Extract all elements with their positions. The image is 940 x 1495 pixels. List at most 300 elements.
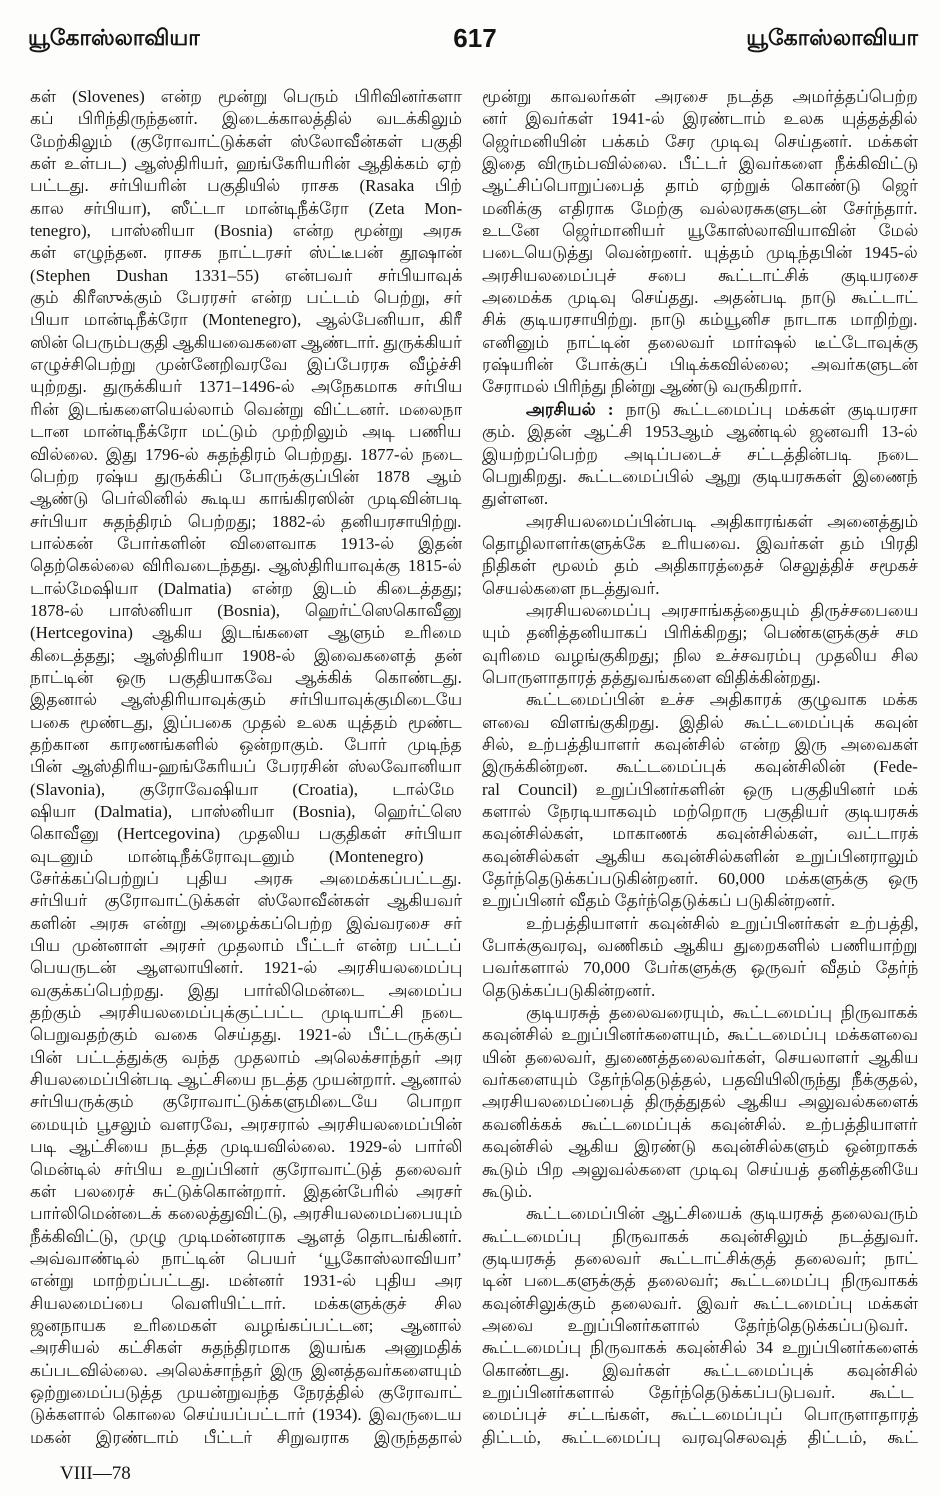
text-line <box>30 265 462 287</box>
text-line <box>30 1382 462 1404</box>
line-text: பால்கன் போர்களின் விளைவாக 1913-ல் இதன் <box>30 533 462 553</box>
line-text: கவுன்சில் உறுப்பினர்களையும், கூட்டமைப்பு மக்களவை <box>482 1025 918 1045</box>
text-line <box>30 801 462 823</box>
text-line <box>482 689 918 711</box>
text-line <box>30 600 462 622</box>
text-line <box>482 376 918 398</box>
text-line <box>30 1360 462 1382</box>
text-line <box>30 913 462 935</box>
text-line <box>30 689 462 711</box>
text-line <box>482 1136 918 1158</box>
text-line <box>30 868 462 890</box>
line-content <box>482 823 918 845</box>
line-text: கூட்டமைப்பின் உச்ச அதிகாரக் குழுவாக மக்க <box>526 690 918 710</box>
line-content <box>482 309 918 331</box>
line-text: குடியரசுத் தலைவரையும், கூட்டமைப்பு நிருவாகக் <box>526 1003 918 1023</box>
text-line <box>482 511 918 533</box>
line-content <box>482 175 918 197</box>
line-content <box>30 1159 462 1181</box>
line-text: தற்கான காரணங்களில் ஒன்றாகும். போர் முடிந்த <box>30 734 462 754</box>
line-text: டான மான்டிநீக்ரோ மட்டும் முற்றிலும் அடி பணிய <box>30 422 462 442</box>
line-text: கால சர்பியா), ஸீட்டா மான்டிநீக்ரோ (Zeta Mon- <box>30 198 462 218</box>
text-line <box>30 555 462 577</box>
line-content <box>482 1315 908 1337</box>
line-text: பின் பட்டத்துக்கு வந்த முதலாம் அலெக்சாந்தர் அர <box>30 1047 462 1067</box>
text-line <box>482 622 918 644</box>
line-text: சிக் குடியரசாயிற்று. நாடு கம்யூனிச நாடாக மாறிற்று. <box>482 310 918 330</box>
running-head-right: யூகோஸ்லாவியா <box>746 26 918 51</box>
text-line <box>30 287 462 309</box>
line-content <box>482 1024 918 1046</box>
line-text: கூட்டமைப்பு நிருவாகக் கவுன்சிலும் நடத்துவர். <box>482 1226 918 1246</box>
text-line <box>482 1315 918 1337</box>
text-line <box>482 421 918 443</box>
line-text: கவுன்சிலுக்கும் தலைவர். இவர் கூட்டமைப்பு மக்கள் <box>482 1293 918 1313</box>
text-line <box>482 287 918 309</box>
line-content <box>30 1293 462 1315</box>
text-line <box>482 444 918 466</box>
line-text: கள் உள்பட) ஆஸ்திரியர், ஹங்கேரியரின் ஆதிக்கம் ஏற் <box>30 154 462 174</box>
line-text: தெடுக்கப்படுகின்றனர். <box>482 980 656 1000</box>
line-text: சர்பியா சுதந்திரம் பெற்றது; 1882-ல் தனியரசாயிற்று. <box>30 511 462 531</box>
paragraph <box>482 1203 918 1449</box>
text-line <box>482 1404 918 1426</box>
line-content <box>30 1226 462 1248</box>
line-content <box>482 86 918 108</box>
line-text: நிதிகள் மூலம் தம் அதிகாரத்தைச் செலுத்திச் சமூகச் <box>482 556 918 576</box>
line-content <box>30 801 462 823</box>
paragraph <box>482 913 918 1002</box>
line-content <box>482 1427 918 1449</box>
line-text: பெற்ற ரஷ்ய துருக்கிப் போருக்குப்பின் 1878 ஆம் <box>30 466 462 486</box>
text-line <box>482 533 918 555</box>
line-text: அவ்வாண்டில் நாட்டின் பெயர் ‘யூகோஸ்லாவியா’ <box>30 1248 462 1268</box>
paragraph <box>482 689 918 912</box>
line-content <box>30 242 462 264</box>
line-text: நீக்கிவிட்டு, முழு முடிமன்னராக ஆளத் தொடங்கினர். <box>30 1226 462 1246</box>
text-line <box>30 220 462 242</box>
line-text: கவுன்சில்கள் ஆகிய கவுன்சில்களின் உறுப்பினராலும் <box>482 846 918 866</box>
line-text: டால்மேஷியா (Dalmatia) என்ற இடம் கிடைத்தது; <box>30 578 462 598</box>
paragraph <box>30 86 462 1449</box>
line-content <box>482 1270 918 1292</box>
text-line <box>482 1293 918 1315</box>
line-text: கவுன்சில்கள், மாகாணக் கவுன்சில்கள், வட்டாரக் <box>482 824 918 844</box>
line-text: கள் (Slovenes) என்ற மூன்று பெரும் பிரிவினர்களா <box>30 87 462 106</box>
line-content <box>30 957 462 979</box>
line-content <box>30 309 462 331</box>
text-line <box>30 1427 462 1449</box>
line-text: (Stephen Dushan 1331–55) என்பவர் சர்பியாவுக் <box>30 265 462 285</box>
text-line <box>30 1248 462 1270</box>
line-content <box>482 354 918 376</box>
line-text: கும் கிரீஸுக்கும் பேரரசர் என்ற பட்டம் பெற்று, சர் <box>30 288 462 308</box>
line-text: அமைக்க முடிவு செய்தது. அதன்படி நாடு கூட்டாட் <box>482 288 918 308</box>
line-content <box>482 957 918 979</box>
line-text: பார்லிமென்டைக் கலைத்துவிட்டு, அரசியலமைப்பையும் <box>30 1204 462 1224</box>
line-text: கள் எழுந்தன. ராசக நாட்டரசர் ஸ்ட்டீபன் தூஷான் <box>30 243 462 263</box>
line-content <box>482 890 835 912</box>
line-content <box>30 175 462 197</box>
line-content <box>30 1427 462 1449</box>
line-content <box>30 868 462 890</box>
text-line <box>482 1181 918 1203</box>
text-line <box>482 1337 918 1359</box>
text-line <box>30 734 462 756</box>
text-line <box>30 1337 462 1359</box>
line-text: சியலமைப்பின்படி ஆட்சியை நடத்த முயன்றார். ஆனால் <box>30 1070 462 1090</box>
paragraph <box>482 86 918 399</box>
text-line <box>30 131 462 153</box>
line-text: களால் நேரடியாகவும் மற்றொரு பகுதியர் குடியரசுக் <box>482 802 918 821</box>
line-text: 1878-ல் பாஸ்னியா (Bosnia), ஹெர்ட்ஸெகொவீனு <box>30 600 462 620</box>
line-text: மென்டில் சர்பிய உறுப்பினர் குரோவாட்டுத் தலைவர் <box>30 1159 462 1179</box>
line-content <box>30 1270 462 1292</box>
line-text: சில், உற்பத்தியாளர் கவுன்சில் என்ற இரு அவைகள் <box>482 734 918 754</box>
line-content <box>30 1002 462 1024</box>
text-line <box>30 645 462 667</box>
line-text: இதை விரும்பவில்லை. பீட்டர் இவர்களை நீக்கிவிட்டு <box>482 154 918 174</box>
line-text: டுக்களால் கொலை செய்யப்பட்டார் (1934). இவருடைய <box>30 1405 462 1425</box>
line-content <box>482 1159 918 1181</box>
line-content <box>526 689 918 711</box>
text-line <box>482 1248 918 1270</box>
line-content <box>482 801 918 823</box>
line-content <box>30 578 462 600</box>
line-text: பவர்களால் 70,000 பேர்களுக்கு ஒருவர் வீதம் தேர்ந் <box>482 958 918 978</box>
text-line <box>30 890 462 912</box>
line-content <box>30 108 462 130</box>
line-text: வகுக்கப்பெற்றது. இது பார்லிமென்டை அமைப்ப <box>30 980 462 1000</box>
line-text: எனினும் நாட்டின் தலைவர் மார்ஷல் டீட்டோவுக்கு <box>482 332 918 352</box>
line-content <box>30 153 462 175</box>
line-content <box>30 444 462 466</box>
line-text: மையும் பூசலும் வளரவே, அரசரால் அரசியலமைப்பின் <box>30 1114 462 1134</box>
text-line <box>482 488 918 510</box>
line-text: கவுன்சில் ஆகிய இரண்டு கவுன்சில்களும் ஒன்றாகக் <box>482 1137 918 1157</box>
text-line <box>482 1047 918 1069</box>
line-text: யின் தலைவர், துணைத்தலைவர்கள், செயலாளர் ஆகிய <box>482 1047 918 1067</box>
text-line <box>482 131 918 153</box>
text-line <box>30 667 462 689</box>
line-text: என்று மாற்றப்பட்டது. மன்னர் 1931-ல் புதிய அர <box>30 1271 462 1291</box>
line-content <box>30 399 462 421</box>
text-line <box>30 444 462 466</box>
line-text: ரின் இடங்களையெல்லாம் வென்று விட்டனர். மலைநா <box>30 399 462 419</box>
line-content <box>482 1226 918 1248</box>
line-content <box>482 533 918 555</box>
text-line <box>30 533 462 555</box>
right-column <box>482 86 918 1449</box>
line-text: பட்டது. சர்பியரின் பகுதியில் ராசக (Rasaka பிற் <box>30 176 462 196</box>
paragraph <box>482 600 918 689</box>
paragraph <box>482 1002 918 1203</box>
text-line <box>482 555 918 577</box>
line-content <box>30 86 462 108</box>
line-content <box>30 198 462 220</box>
line-content <box>482 868 918 890</box>
text-line <box>30 354 462 376</box>
line-content <box>482 265 918 287</box>
text-line <box>482 600 918 622</box>
line-text: னர் இவர்கள் 1941-ல் இரண்டாம் உலக யுத்தத்தில் <box>482 109 918 129</box>
text-line <box>30 1114 462 1136</box>
line-text: ஜெர்மனியின் பக்கம் சேர முடிவு செய்தனர். மக்கள் <box>482 131 918 151</box>
text-line <box>30 1293 462 1315</box>
line-text: பிய முன்னாள் அரசர் முதலாம் பீட்டர் என்ற பட்டப் <box>30 936 462 956</box>
line-content <box>30 1360 462 1382</box>
text-line <box>30 399 462 421</box>
line-content <box>30 1091 462 1113</box>
line-text: கப் பிரிந்திருந்தனர். இடைக்காலத்தில் வடக்கிலும் <box>30 109 462 129</box>
text-line <box>482 1270 918 1292</box>
text-line <box>482 198 918 220</box>
text-line <box>482 1002 918 1024</box>
text-line <box>30 1002 462 1024</box>
line-text: கொவீனு (Hertcegovina) முதலிய பகுதிகள் சர்பியா <box>30 824 462 844</box>
line-text: வர்களையும் தேர்ந்தெடுத்தல், பதவியிலிருந்து நீக்குதல், <box>482 1070 918 1090</box>
line-content <box>482 846 918 868</box>
line-content <box>30 1136 462 1158</box>
text-line <box>482 980 918 1002</box>
text-line <box>30 175 462 197</box>
line-content <box>30 980 462 1002</box>
text-line <box>30 1136 462 1158</box>
line-content <box>30 913 462 935</box>
section-heading: அரசியல் : <box>526 399 614 419</box>
line-content <box>482 578 660 600</box>
line-content <box>30 1114 462 1136</box>
line-content <box>30 466 462 488</box>
line-content <box>482 153 918 175</box>
line-content <box>482 198 918 220</box>
line-text: பெயருடன் ஆளலாயினர். 1921-ல் அரசியலமைப்பு <box>30 958 462 978</box>
line-text: எழுச்சிபெற்று முன்னேறிவரவே இப்பேரரசு வீழ்ச்சி <box>30 355 462 375</box>
text-line <box>30 980 462 1002</box>
line-content <box>482 466 918 488</box>
line-text: கும். இதன் ஆட்சி 1953ஆம் ஆண்டில் ஜனவரி 13-ல் <box>482 422 918 442</box>
line-text: மேற்கிலும் (குரோவாட்டுக்கள் ஸ்லோவீன்கள் பகுதி <box>30 131 462 151</box>
line-content <box>30 1315 462 1337</box>
text-line <box>30 511 462 533</box>
line-content <box>482 488 548 510</box>
text-line <box>482 332 918 354</box>
line-text: படையெடுத்து வென்றனர். யுத்தம் முடிந்தபின் 1945-ல் <box>482 243 918 263</box>
line-text: கூடும். <box>482 1181 533 1201</box>
text-line <box>30 1315 462 1337</box>
line-text: ஆண்டு பெர்லினில் கூடிய காங்கிரஸின் முடிவின்படி <box>30 489 462 509</box>
text-line <box>30 846 462 868</box>
line-content <box>482 1248 918 1270</box>
text-line <box>30 823 462 845</box>
line-text: ஒற்றுமைப்படுத்த முயன்றுவந்த நேரத்தில் குரோவாட் <box>30 1382 462 1402</box>
text-line <box>482 242 918 264</box>
line-content <box>30 1382 462 1404</box>
text-line <box>30 1270 462 1292</box>
line-content <box>30 935 462 957</box>
line-text: பெறுவதற்கும் வகை செய்தது. 1921-ல் பீட்டருக்குப் <box>30 1025 462 1045</box>
text-line <box>482 354 918 376</box>
line-text: அரசியலமைப்பின்படி அதிகாரங்கள் அனைத்தும் <box>526 511 918 531</box>
line-text: டின் படைகளுக்குத் தலைவர்; கூட்டமைப்பு நிருவாகக் <box>482 1271 918 1291</box>
text-line <box>482 1069 918 1091</box>
line-content <box>482 756 918 778</box>
text-line <box>30 712 462 734</box>
line-text: ளவை விளங்குகிறது. இதில் கூட்டமைப்புக் கவுன் <box>482 712 918 732</box>
text-line <box>482 1360 918 1382</box>
line-content <box>30 600 462 622</box>
line-content <box>30 1404 462 1426</box>
volume-signature-mark: VIII—78 <box>60 1463 131 1484</box>
line-content <box>482 131 918 153</box>
line-text: துள்ளன. <box>482 489 549 509</box>
line-text: மகன் இரண்டாம் பீட்டர் சிறுவராக இருந்ததால் <box>30 1427 462 1447</box>
text-line <box>482 1114 918 1136</box>
text-line <box>482 1024 918 1046</box>
line-content <box>482 1069 918 1091</box>
line-content <box>482 1382 914 1404</box>
line-content <box>526 1203 918 1225</box>
line-content <box>482 734 918 756</box>
line-content <box>30 1248 462 1270</box>
text-line <box>482 175 918 197</box>
line-text: கொண்டது. இவர்கள் கூட்டமைப்புக் கவுன்சில் <box>482 1360 918 1380</box>
text-line <box>482 734 918 756</box>
line-text: (Hertcegovina) ஆகிய இடங்களை ஆளும் உரிமை <box>30 623 462 643</box>
text-line <box>30 756 462 778</box>
line-content <box>30 779 454 801</box>
line-text: ral Council) உறுப்பினர்களின் ஒரு பகுதியினர் மக் <box>482 779 918 799</box>
line-text: இதனால் ஆஸ்திரியாவுக்கும் சர்பியாவுக்குமிடையே <box>30 690 462 710</box>
line-content <box>30 667 462 689</box>
line-content <box>526 1002 918 1024</box>
text-line <box>30 935 462 957</box>
line-text: ஷியா (Dalmatia), பாஸ்னியா (Bosnia), ஹெர்ட்ஸெ <box>30 802 462 821</box>
line-content <box>30 823 462 845</box>
paragraph <box>482 511 918 600</box>
text-line <box>30 86 462 108</box>
line-text: மூன்று காவலர்கள் அரசை நடத்த அமர்த்தப்பெற்ற <box>482 87 918 106</box>
line-text: தற்கும் அரசியலமைப்புக்குட்பட்ட முடியாட்சி நடை <box>30 1003 462 1023</box>
line-content <box>482 242 918 264</box>
line-content <box>482 1337 918 1359</box>
line-text: நாட்டின் ஒரு பகுதியாகவே ஆக்கிக் கொண்டது. <box>30 667 462 687</box>
line-text: கூட்டமைப்பு நிருவாகக் கவுன்சில் 34 உறுப்பினர்களைக் <box>482 1338 918 1358</box>
line-text: பகை மூண்டது, இப்பகை முதல் உலக யுத்தம் மூண்ட <box>30 712 462 732</box>
text-line <box>30 1404 462 1426</box>
text-line <box>482 1427 918 1449</box>
line-content <box>30 1203 462 1225</box>
text-line <box>30 1069 462 1091</box>
text-line <box>482 1226 918 1248</box>
text-line <box>482 712 918 734</box>
line-text: கிடைத்தது; ஆஸ்திரியா 1908-ல் இவைகளைத் தன் <box>30 645 462 665</box>
line-content <box>482 444 918 466</box>
line-content <box>30 1024 462 1046</box>
text-line <box>30 578 462 600</box>
text-line <box>482 801 918 823</box>
left-column <box>30 86 462 1449</box>
line-text: சேராமல் பிரிந்து நின்று ஆண்டு வருகிறார். <box>482 377 802 397</box>
line-content <box>482 1136 918 1158</box>
line-text: இயற்றப்பெற்ற அடிப்படைச் சட்டத்தின்படி நடை <box>482 444 918 464</box>
line-content <box>30 533 462 555</box>
line-content <box>482 1360 918 1382</box>
line-content <box>482 980 655 1002</box>
line-content <box>30 332 462 354</box>
line-text: படி ஆட்சியை நடத்த முடியவில்லை. 1929-ல் பார்லி <box>30 1137 462 1157</box>
line-content <box>482 667 821 689</box>
line-text: பின் ஆஸ்திரிய-ஹங்கேரியப் பேரரசின் ஸ்லவோனியா <box>30 757 462 777</box>
text-line <box>30 957 462 979</box>
text-line <box>30 1226 462 1248</box>
text-line <box>482 108 918 130</box>
line-content <box>482 287 918 309</box>
line-content <box>482 712 918 734</box>
text-line <box>30 622 462 644</box>
text-line <box>482 1159 918 1181</box>
text-line <box>482 309 918 331</box>
line-text: உற்பத்தியாளர் கவுன்சில் உறுப்பினர்கள் உற்பத்தி, <box>526 913 918 933</box>
running-head-left: யூகோஸ்லாவியா <box>28 26 200 51</box>
line-text: வுரிமை வழங்குகிறது; நில உச்சவரம்பு முதலிய சில <box>482 645 918 665</box>
line-text: tenegro), பாஸ்னியா (Bosnia) என்ற மூன்று அரசு <box>30 221 462 241</box>
line-content <box>482 622 918 644</box>
line-text: அரசியலமைப்பைத் திருத்துதல் ஆகிய அலுவல்களைக் <box>482 1092 918 1112</box>
line-text: ரஷ்யரின் போக்குப் பிடிக்கவில்லை; அவர்களுடன் <box>482 355 918 375</box>
line-text: செயல்களை நடத்துவர். <box>482 578 660 598</box>
text-line <box>482 1203 918 1225</box>
text-line <box>482 265 918 287</box>
line-content <box>30 689 462 711</box>
text-line <box>30 153 462 175</box>
paragraph <box>482 399 918 511</box>
line-content <box>482 1293 918 1315</box>
line-text: திட்டம், கூட்டமைப்பு வரவுசெலவுத் திட்டம், கூட் <box>482 1427 918 1447</box>
line-content <box>482 332 918 354</box>
text-line <box>30 376 462 398</box>
line-content <box>30 756 462 778</box>
line-content <box>482 1181 532 1203</box>
text-line <box>482 578 918 600</box>
line-content <box>482 376 802 398</box>
text-line <box>30 198 462 220</box>
line-content <box>30 421 462 443</box>
line-content <box>30 734 462 756</box>
text-line <box>482 779 918 801</box>
text-line <box>482 220 918 242</box>
text-line <box>482 868 918 890</box>
line-content <box>30 354 462 376</box>
text-line <box>482 957 918 979</box>
text-line <box>30 488 462 510</box>
line-content <box>482 108 918 130</box>
text-line <box>482 1091 918 1113</box>
line-content <box>30 1069 462 1091</box>
line-content <box>526 600 918 622</box>
line-content <box>526 511 918 533</box>
line-text: சர்பியருக்கும் குரோவாட்டுக்களுமிடையே பொறா <box>30 1092 462 1112</box>
line-text: போக்குவரவு, வணிகம் ஆகிய துறைகளில் பணியாற்று <box>482 936 918 956</box>
line-text: அரசியல் கட்சிகள் சுதந்திரமாக இயங்க அனுமதிக் <box>30 1338 462 1358</box>
line-text: (Slavonia), குரோவேஷியா (Croatia), டால்மே <box>30 779 455 799</box>
line-text: வுடனும் மான்டிநீக்ரோவுடனும் (Montenegro) <box>30 846 424 866</box>
line-content <box>482 421 918 443</box>
line-text: பியா மான்டிநீக்ரோ (Montenegro), ஆல்பேனியா, கிரீ <box>30 310 462 330</box>
line-text: அவை உறுப்பினர்களால் தேர்ந்தெடுக்கப்படுவர். <box>482 1315 909 1335</box>
line-text: பெறுகிறது. கூட்டமைப்பில் ஆறு குடியரசுகள் இணைந் <box>482 466 918 486</box>
text-line <box>482 913 918 935</box>
